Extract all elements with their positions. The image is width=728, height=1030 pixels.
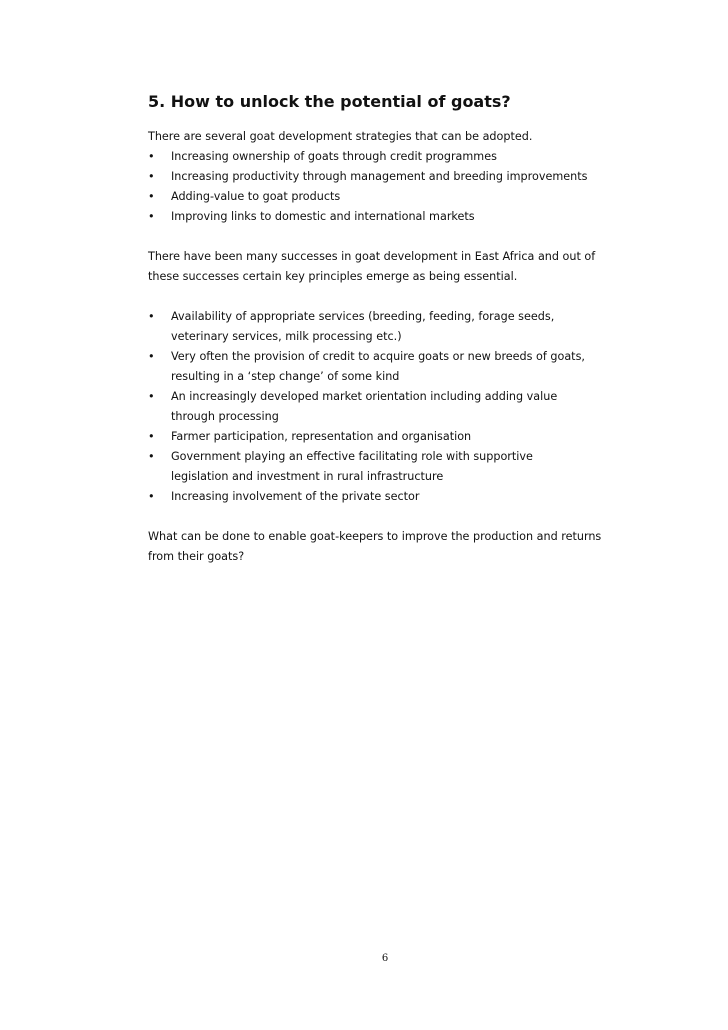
principles-list: [148, 307, 593, 507]
bullet-icon: •: [148, 450, 155, 463]
successes-paragraph: There have been many successes in goat development in East Africa and out of these successes certain key principles emerge as being essential.: [148, 250, 596, 283]
list-item-text: Improving links to domestic and international markets: [171, 210, 475, 223]
list-item: [148, 347, 593, 387]
list-item-text: Availability of appropriate services (breeding, feeding, forage seeds, veterinary services, milk processing etc.): [171, 310, 555, 343]
list-item-text: Farmer participation, representation and organisation: [171, 430, 472, 443]
question-paragraph: What can be done to enable goat-keepers to improve the production and returns from their goats?: [148, 530, 602, 563]
list-item-text: Increasing productivity through management and breeding improvements: [171, 170, 588, 183]
list-item: [148, 147, 618, 167]
list-item: [148, 487, 593, 507]
list-item: [148, 187, 618, 207]
bullet-icon: •: [148, 170, 155, 183]
list-item-text: Government playing an effective facilitating role with supportive legislation and investment in rural infrastructure: [171, 450, 533, 483]
list-item-text: Adding-value to goat products: [171, 190, 341, 203]
strategies-list: [148, 147, 618, 227]
bullet-icon: •: [148, 210, 155, 223]
page-number: 6: [381, 953, 389, 964]
list-item: [148, 307, 593, 347]
bullet-icon: •: [148, 430, 155, 443]
bullet-icon: •: [148, 190, 155, 203]
list-item: [148, 167, 618, 187]
list-item-text: Very often the provision of credit to acquire goats or new breeds of goats, resulting in a ‘step change’ of some kind: [171, 350, 585, 383]
list-item: [148, 447, 593, 487]
bullet-icon: •: [148, 350, 155, 363]
intro-paragraph: There are several goat development strategies that can be adopted.: [148, 130, 533, 143]
bullet-icon: •: [148, 150, 155, 163]
list-item-text: An increasingly developed market orientation including adding value through processing: [171, 390, 558, 423]
list-item: [148, 427, 593, 447]
bullet-icon: •: [148, 390, 155, 403]
list-item-text: Increasing involvement of the private sector: [171, 490, 420, 503]
list-item: [148, 207, 618, 227]
section-heading: 5. How to unlock the potential of goats?: [148, 92, 511, 111]
list-item-text: Increasing ownership of goats through credit programmes: [171, 150, 497, 163]
bullet-icon: •: [148, 310, 155, 323]
bullet-icon: •: [148, 490, 155, 503]
list-item: [148, 387, 593, 427]
